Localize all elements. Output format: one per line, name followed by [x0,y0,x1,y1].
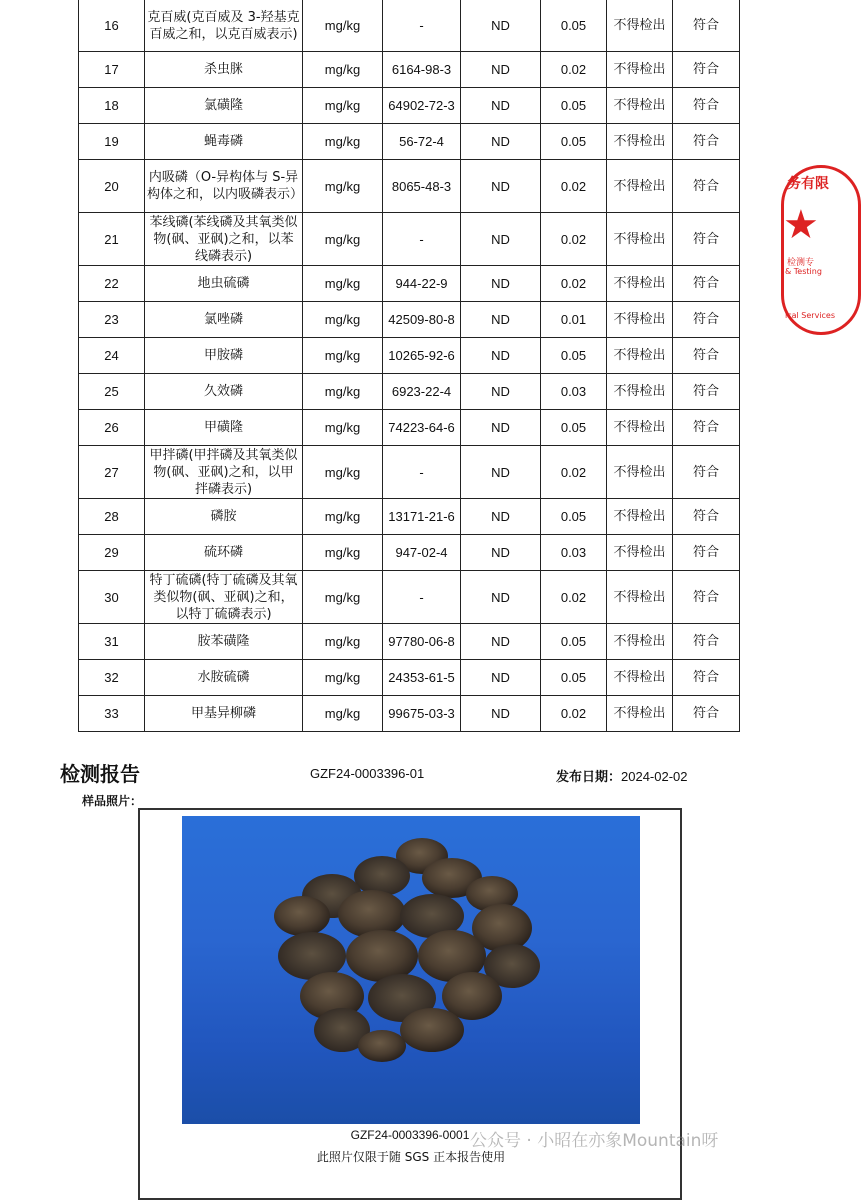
requirement-cell: 不得检出 [607,266,673,302]
verdict-cell: 符合 [673,266,740,302]
cas-number-cell: 74223-64-6 [383,410,461,446]
detection-limit-cell: 0.05 [541,0,607,52]
result-cell: ND [461,374,541,410]
requirement-cell: 不得检出 [607,571,673,624]
detection-limit-cell: 0.01 [541,302,607,338]
requirement-cell: 不得检出 [607,499,673,535]
cas-number-cell: 64902-72-3 [383,88,461,124]
result-cell: ND [461,535,541,571]
test-item-name: 蝇毒磷 [145,124,303,160]
row-number: 27 [79,446,145,499]
unit-cell: mg/kg [303,124,383,160]
detection-limit-cell: 0.02 [541,571,607,624]
seal-middle-text-2: & Testing [785,267,822,276]
unit-cell: mg/kg [303,88,383,124]
row-number: 33 [79,696,145,732]
unit-cell: mg/kg [303,624,383,660]
cas-number-cell: 97780-06-8 [383,624,461,660]
table-row [79,660,740,696]
table-row [79,571,740,624]
result-cell: ND [461,499,541,535]
issue-date-value: 2024-02-02 [621,769,688,784]
unit-cell: mg/kg [303,52,383,88]
result-cell: ND [461,213,541,266]
test-item-name: 久效磷 [145,374,303,410]
verdict-cell: 符合 [673,446,740,499]
cas-number-cell: - [383,0,461,52]
result-cell: ND [461,410,541,446]
row-number: 23 [79,302,145,338]
verdict-cell: 符合 [673,696,740,732]
pesticide-results-table [78,0,740,732]
row-number: 16 [79,0,145,52]
table-row [79,499,740,535]
wechat-watermark: 公众号 · 小昭在亦象Mountain呀 [470,1131,719,1151]
requirement-cell: 不得检出 [607,660,673,696]
test-item-name: 磷胺 [145,499,303,535]
verdict-cell: 符合 [673,374,740,410]
table-row [79,535,740,571]
row-number: 29 [79,535,145,571]
verdict-cell: 符合 [673,302,740,338]
detection-limit-cell: 0.03 [541,535,607,571]
sample-photo [182,816,640,1124]
requirement-cell: 不得检出 [607,374,673,410]
requirement-cell: 不得检出 [607,0,673,52]
test-item-name: 地虫硫磷 [145,266,303,302]
result-cell: ND [461,571,541,624]
verdict-cell: 符合 [673,88,740,124]
requirement-cell: 不得检出 [607,213,673,266]
seal-middle-text: 检测专 [787,258,815,268]
row-number: 20 [79,160,145,213]
verdict-cell: 符合 [673,213,740,266]
test-item-name: 胺苯磺隆 [145,624,303,660]
result-cell: ND [461,0,541,52]
requirement-cell: 不得检出 [607,88,673,124]
test-item-name: 苯线磷(苯线磷及其氧类似物(砜、亚砜)之和，以苯线磷表示) [145,213,303,266]
table-row [79,338,740,374]
verdict-cell: 符合 [673,124,740,160]
result-cell: ND [461,660,541,696]
cas-number-cell: 24353-61-5 [383,660,461,696]
requirement-cell: 不得检出 [607,302,673,338]
verdict-cell: 符合 [673,160,740,213]
table-row [79,160,740,213]
unit-cell: mg/kg [303,266,383,302]
report-title: 检测报告 [60,762,140,786]
table-row [79,624,740,660]
detection-limit-cell: 0.05 [541,660,607,696]
table-row [79,266,740,302]
cas-number-cell: 42509-80-8 [383,302,461,338]
detection-limit-cell: 0.02 [541,213,607,266]
cas-number-cell: 6164-98-3 [383,52,461,88]
detection-limit-cell: 0.03 [541,374,607,410]
row-number: 22 [79,266,145,302]
test-item-name: 氯磺隆 [145,88,303,124]
detection-limit-cell: 0.05 [541,410,607,446]
result-cell: ND [461,338,541,374]
detection-limit-cell: 0.02 [541,446,607,499]
cas-number-cell: - [383,446,461,499]
detection-limit-cell: 0.05 [541,624,607,660]
row-number: 18 [79,88,145,124]
detection-limit-cell: 0.02 [541,266,607,302]
detection-limit-cell: 0.05 [541,88,607,124]
row-number: 26 [79,410,145,446]
result-cell: ND [461,696,541,732]
cas-number-cell: - [383,571,461,624]
row-number: 28 [79,499,145,535]
table-row [79,88,740,124]
table-row [79,302,740,338]
issue-date-label: 发布日期： [556,770,622,785]
test-item-name: 甲基异柳磷 [145,696,303,732]
issue-date [556,766,688,785]
verdict-cell: 符合 [673,499,740,535]
report-number: GZF24-0003396-01 [310,766,425,781]
result-cell: ND [461,302,541,338]
result-cell: ND [461,160,541,213]
cas-number-cell: 56-72-4 [383,124,461,160]
unit-cell: mg/kg [303,374,383,410]
cas-number-cell: 8065-48-3 [383,160,461,213]
detection-limit-cell: 0.02 [541,696,607,732]
seal-top-text: 务有限 [787,176,829,192]
unit-cell: mg/kg [303,499,383,535]
row-number: 17 [79,52,145,88]
result-cell: ND [461,124,541,160]
star-icon: ★ [783,202,819,248]
verdict-cell: 符合 [673,660,740,696]
table-row [79,52,740,88]
unit-cell: mg/kg [303,213,383,266]
row-number: 25 [79,374,145,410]
cas-number-cell: 10265-92-6 [383,338,461,374]
result-cell: ND [461,446,541,499]
verdict-cell: 符合 [673,571,740,624]
verdict-cell: 符合 [673,410,740,446]
row-number: 32 [79,660,145,696]
result-cell: ND [461,52,541,88]
test-item-name: 内吸磷（O-异构体与 S-异构体之和，以内吸磷表示） [145,160,303,213]
requirement-cell: 不得检出 [607,624,673,660]
table-body [79,0,740,732]
table-row [79,0,740,52]
row-number: 30 [79,571,145,624]
cas-number-cell: 6923-22-4 [383,374,461,410]
detection-limit-cell: 0.02 [541,160,607,213]
test-item-name: 甲磺隆 [145,410,303,446]
test-item-name: 甲拌磷(甲拌磷及其氧类似物(砜、亚砜)之和，以甲拌磷表示) [145,446,303,499]
verdict-cell: 符合 [673,52,740,88]
unit-cell: mg/kg [303,302,383,338]
test-item-name: 甲胺磷 [145,338,303,374]
row-number: 19 [79,124,145,160]
unit-cell: mg/kg [303,660,383,696]
report-photo-page [0,744,822,1174]
dried-slices-image [182,816,640,1124]
unit-cell: mg/kg [303,571,383,624]
requirement-cell: 不得检出 [607,338,673,374]
requirement-cell: 不得检出 [607,124,673,160]
result-cell: ND [461,266,541,302]
requirement-cell: 不得检出 [607,52,673,88]
table-row [79,124,740,160]
unit-cell: mg/kg [303,410,383,446]
unit-cell: mg/kg [303,535,383,571]
result-cell: ND [461,88,541,124]
detection-limit-cell: 0.05 [541,338,607,374]
test-item-name: 特丁硫磷(特丁硫磷及其氧类似物(砜、亚砜)之和，以特丁硫磷表示) [145,571,303,624]
unit-cell: mg/kg [303,160,383,213]
table-row [79,374,740,410]
unit-cell: mg/kg [303,338,383,374]
test-item-name: 克百威(克百威及 3-羟基克百威之和，以克百威表示) [145,0,303,52]
verdict-cell: 符合 [673,0,740,52]
result-cell: ND [461,624,541,660]
unit-cell: mg/kg [303,696,383,732]
detection-limit-cell: 0.02 [541,52,607,88]
photo-usage-note: 此照片仅限于随 SGS 正本报告使用 [316,1150,506,1164]
cas-number-cell: 944-22-9 [383,266,461,302]
row-number: 21 [79,213,145,266]
unit-cell: mg/kg [303,446,383,499]
cas-number-cell: - [383,213,461,266]
sample-photo-caption: GZF24-0003396-0001 [350,1128,470,1142]
test-item-name: 水胺硫磷 [145,660,303,696]
cas-number-cell: 13171-21-6 [383,499,461,535]
table-row [79,696,740,732]
test-item-name: 硫环磷 [145,535,303,571]
row-number: 31 [79,624,145,660]
unit-cell: mg/kg [303,0,383,52]
cas-number-cell: 947-02-4 [383,535,461,571]
verdict-cell: 符合 [673,624,740,660]
seal-bottom-text: ical Services [785,311,836,320]
requirement-cell: 不得检出 [607,446,673,499]
cas-number-cell: 99675-03-3 [383,696,461,732]
test-item-name: 氯唑磷 [145,302,303,338]
sample-photo-label: 样品照片： [82,794,143,808]
table-row [79,213,740,266]
test-item-name: 杀虫脒 [145,52,303,88]
detection-limit-cell: 0.05 [541,499,607,535]
table-row [79,446,740,499]
requirement-cell: 不得检出 [607,696,673,732]
verdict-cell: 符合 [673,535,740,571]
requirement-cell: 不得检出 [607,535,673,571]
table-row [79,410,740,446]
row-number: 24 [79,338,145,374]
company-seal-stamp [781,165,841,335]
requirement-cell: 不得检出 [607,160,673,213]
verdict-cell: 符合 [673,338,740,374]
detection-limit-cell: 0.05 [541,124,607,160]
requirement-cell: 不得检出 [607,410,673,446]
